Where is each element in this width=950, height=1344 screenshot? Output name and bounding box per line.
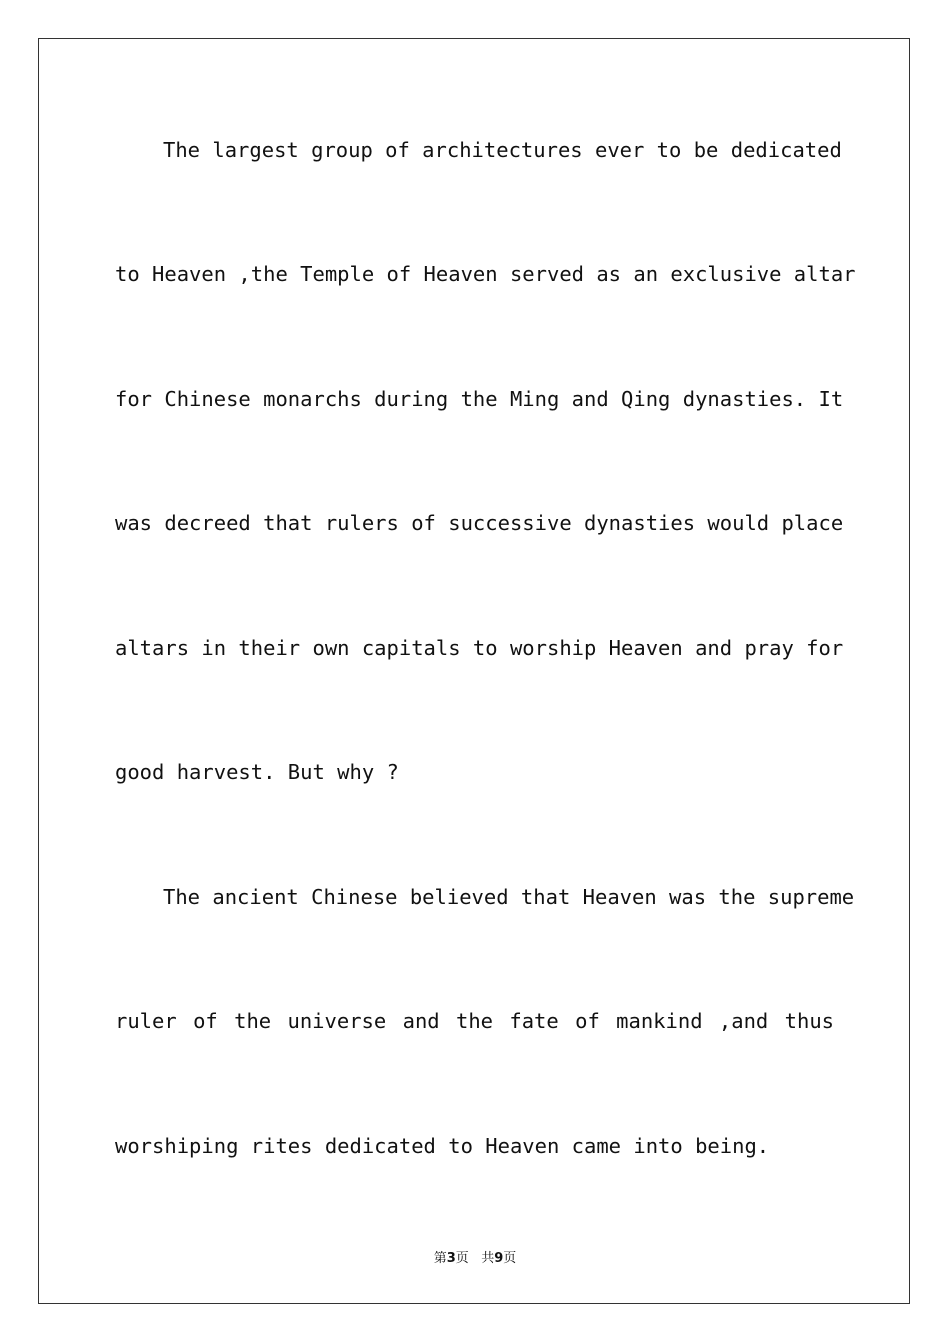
paragraph-2-line-2: ruler of the universe and the fate of mankind ,and thus xyxy=(115,1009,834,1033)
footer-prefix: 第 xyxy=(433,1251,447,1266)
footer-current-page: 3 xyxy=(446,1251,456,1266)
paragraph-1-line-5: altars in their own capitals to worship Heaven and pray for xyxy=(115,636,844,660)
paragraph-1-line-2: to Heaven ,the Temple of Heaven served as an exclusive altar xyxy=(115,262,856,286)
footer-mid: 页 共 xyxy=(455,1251,495,1266)
paragraph-1-line-6: good harvest. But why ? xyxy=(115,760,399,784)
page-footer xyxy=(0,1247,950,1266)
paragraph-2-line-3: worshiping rites dedicated to Heaven came into being. xyxy=(115,1134,770,1158)
paragraph-1-line-4: was decreed that rulers of successive dynasties would place xyxy=(115,511,844,535)
page-border xyxy=(38,38,910,1304)
footer-total-pages: 9 xyxy=(494,1251,504,1266)
footer-suffix: 页 xyxy=(503,1251,517,1266)
paragraph-1-line-3: for Chinese monarchs during the Ming and Qing dynasties. It xyxy=(115,387,844,411)
paragraph-1-line-1: The largest group of architectures ever to be dedicated xyxy=(163,138,842,162)
paragraph-2-line-1: The ancient Chinese believed that Heaven was the supreme xyxy=(163,885,855,909)
